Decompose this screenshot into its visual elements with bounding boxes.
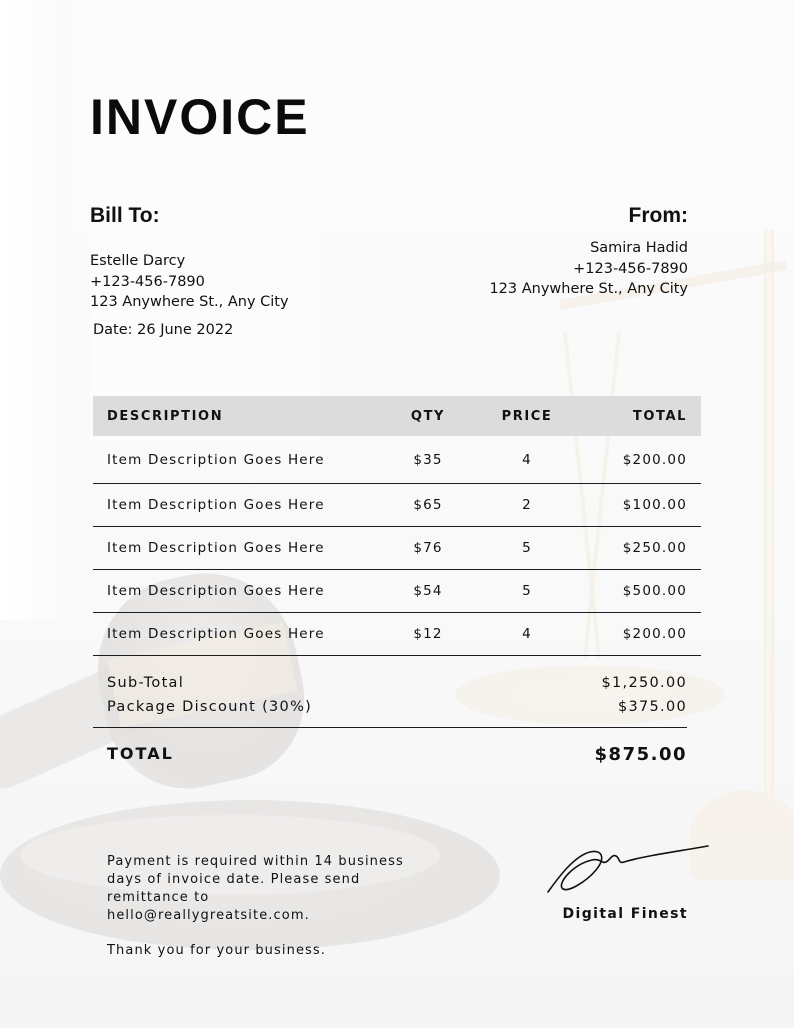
from-address: 123 Anywhere St., Any City <box>489 281 688 297</box>
table-row <box>93 436 701 484</box>
bill-to-phone: +123-456-7890 <box>90 273 205 290</box>
row-description: Item Description Goes Here <box>107 497 325 513</box>
grand-total-label: TOTAL <box>107 744 174 763</box>
grand-total-line <box>107 744 687 765</box>
notes-line-2: days of invoice date. Please send <box>107 872 361 887</box>
row-total: $250.00 <box>622 540 687 556</box>
row-total: $100.00 <box>622 497 687 513</box>
table-row <box>93 613 701 656</box>
totals-summary <box>107 671 687 719</box>
payment-notes <box>107 853 407 960</box>
row-qty: $54 <box>413 583 443 599</box>
discount-line <box>107 695 687 719</box>
row-description: Item Description Goes Here <box>107 626 325 642</box>
row-price: 5 <box>522 540 532 556</box>
from-phone: +123-456-7890 <box>573 260 688 277</box>
table-row <box>93 527 701 570</box>
header-total: TOTAL <box>632 408 687 424</box>
header-description: DESCRIPTION <box>107 408 224 424</box>
thank-you-note: Thank you for your business. <box>107 943 327 958</box>
from-details <box>489 238 688 300</box>
totals-divider <box>93 727 687 728</box>
invoice-date: Date: 26 June 2022 <box>93 322 234 338</box>
discount-label: Package Discount (30%) <box>107 699 313 715</box>
signature-scribble-icon <box>544 838 714 902</box>
bill-to-address: 123 Anywhere St., Any City <box>90 294 289 310</box>
notes-line-3: remittance to <box>107 890 210 905</box>
row-total: $500.00 <box>622 583 687 599</box>
from-heading: From: <box>628 204 688 227</box>
table-row <box>93 484 701 527</box>
row-price: 4 <box>522 451 532 468</box>
subtotal-line <box>107 671 687 695</box>
discount-value: $375.00 <box>617 699 687 715</box>
header-price: PRICE <box>501 408 553 424</box>
notes-email: hello@reallygreatsite.com. <box>107 908 310 923</box>
row-qty: $12 <box>413 626 443 642</box>
table-row <box>93 570 701 613</box>
row-total: $200.00 <box>622 451 687 468</box>
invoice-title: INVOICE <box>90 89 310 145</box>
row-qty: $35 <box>413 451 443 468</box>
bill-to-heading: Bill To: <box>90 204 160 227</box>
row-description: Item Description Goes Here <box>107 451 325 468</box>
row-qty: $65 <box>413 497 443 513</box>
row-total: $200.00 <box>622 626 687 642</box>
signature-name: Digital Finest <box>562 906 688 922</box>
notes-line-1: Payment is required within 14 business <box>107 854 404 869</box>
subtotal-label: Sub-Total <box>107 675 185 691</box>
row-price: 2 <box>522 497 532 513</box>
row-description: Item Description Goes Here <box>107 540 325 556</box>
items-table <box>93 396 701 656</box>
header-qty: QTY <box>410 408 446 424</box>
subtotal-value: $1,250.00 <box>601 675 687 691</box>
bill-to-name: Estelle Darcy <box>90 253 186 269</box>
table-header <box>93 396 701 436</box>
row-price: 5 <box>522 583 532 599</box>
row-qty: $76 <box>413 540 443 556</box>
from-name: Samira Hadid <box>590 240 688 256</box>
row-price: 4 <box>522 626 532 642</box>
grand-total-value: $875.00 <box>594 744 687 765</box>
table-body <box>93 436 701 656</box>
bill-to-details <box>90 251 289 313</box>
row-description: Item Description Goes Here <box>107 583 325 599</box>
